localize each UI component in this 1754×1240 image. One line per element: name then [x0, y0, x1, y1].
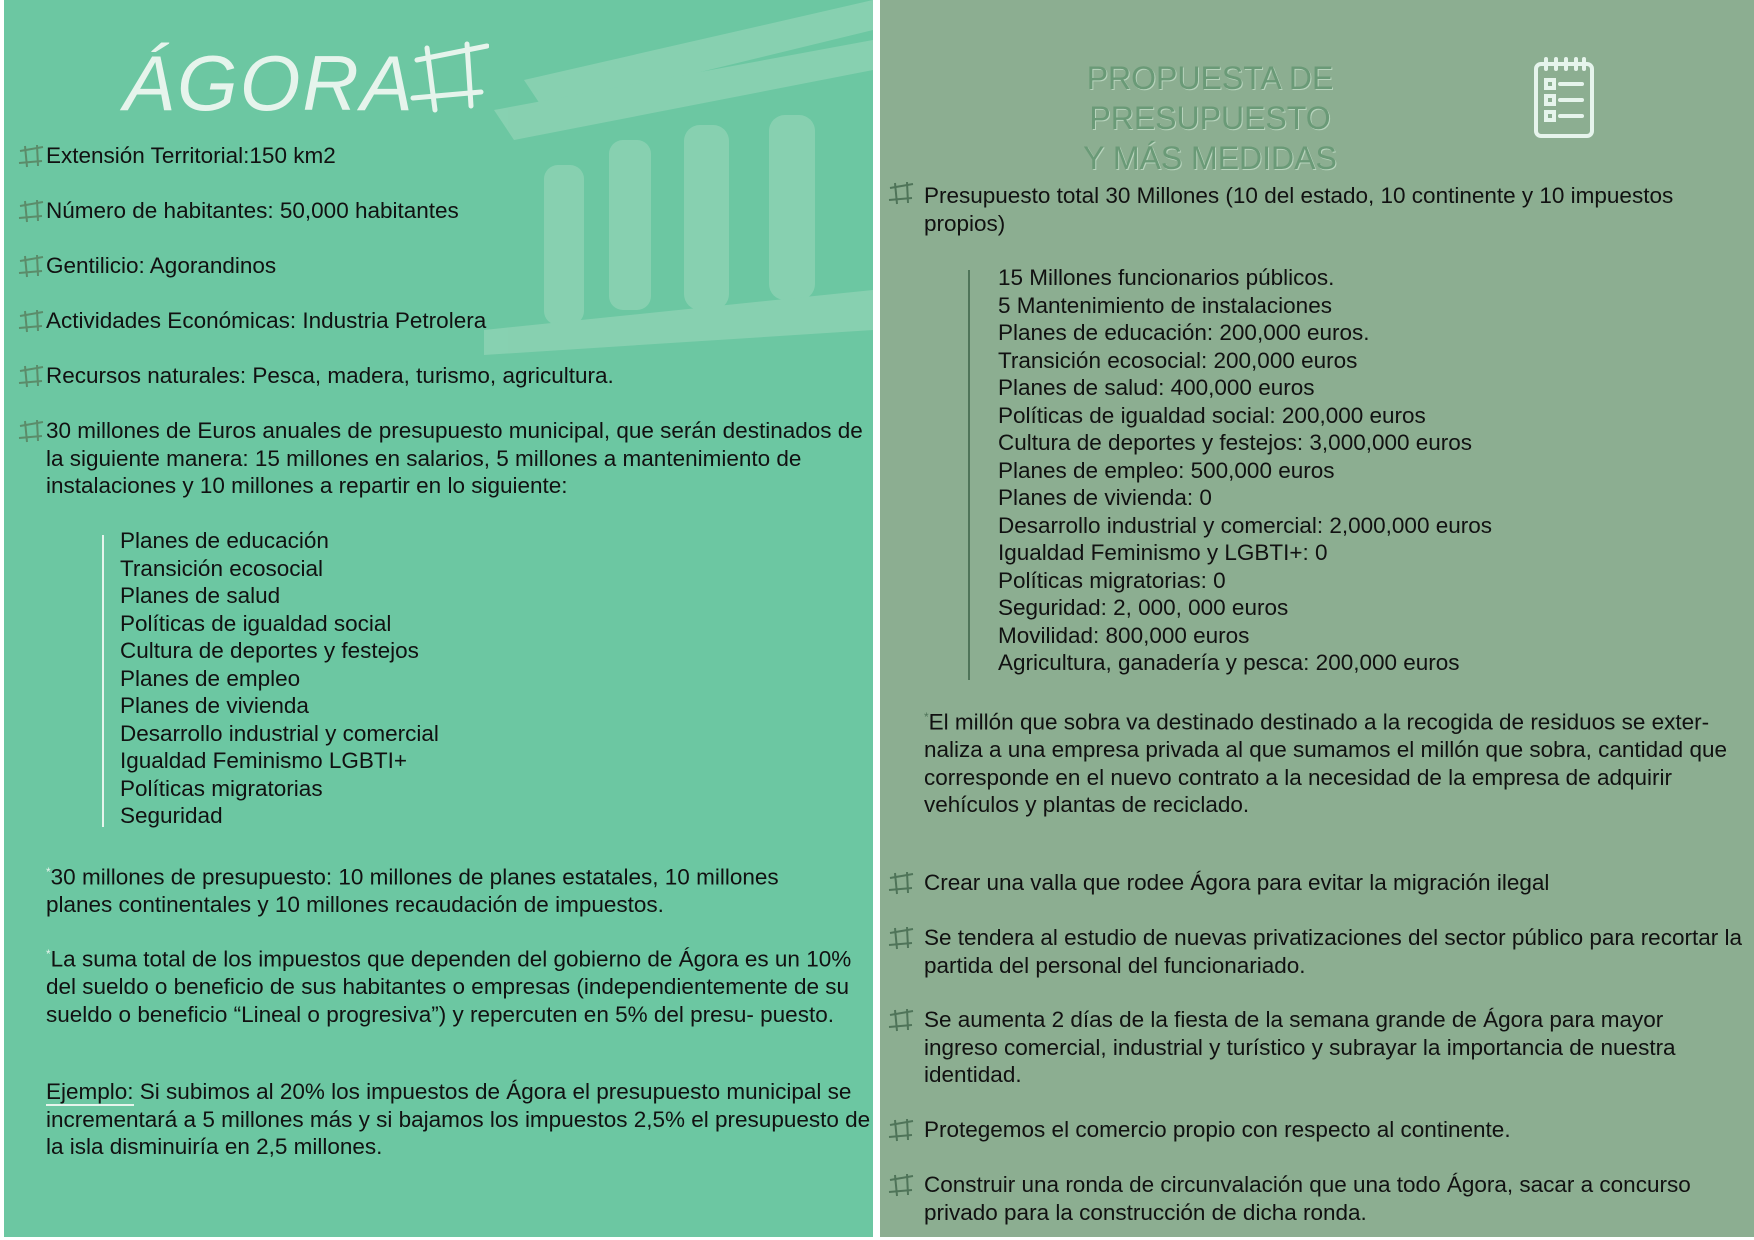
allocation-item: Transición ecosocial: 200,000 euros — [998, 347, 1358, 373]
note-asterisk: * — [46, 947, 51, 961]
allocations-divider — [968, 270, 970, 680]
frame-bullet-icon — [888, 181, 914, 205]
example-label: Ejemplo: — [46, 1079, 134, 1104]
plan-item: Políticas migratorias — [120, 775, 323, 801]
note-budget-sources — [46, 859, 846, 919]
frame-bullet-icon — [18, 254, 44, 278]
allocation-item: Políticas de igualdad social: 200,000 euros — [998, 402, 1426, 428]
frame-bullet-icon — [18, 309, 44, 333]
allocation-item: 5 Mantenimiento de instalaciones — [998, 292, 1332, 318]
frame-logo-icon — [409, 40, 489, 116]
note-leftover-million — [924, 704, 1750, 819]
plan-item: Planes de educación — [120, 528, 329, 553]
note-text: El millón que sobra va destinado destinado a la recogida de residuos se exter- naliza a una empresa privada al que sumamos el millón que sobra, cantidad que corresponde en el nuevo contrato a la necesidad de la empresa de adquirir vehículos y plantas de reciclado. — [924, 709, 1727, 817]
measure-item: Crear una valla que rodee Ágora para evitar la migración ilegal — [924, 870, 1550, 895]
plan-item: Planes de vivienda — [120, 693, 309, 718]
allocation-item: Desarrollo industrial y comercial: 2,000,000 euros — [998, 512, 1492, 538]
frame-bullet-icon — [18, 144, 44, 168]
example-block — [46, 1078, 872, 1161]
section-title-line1: PROPUESTA DE PRESUPUESTO — [1086, 60, 1334, 136]
allocation-item: Planes de vivienda: 0 — [998, 485, 1212, 510]
fact-economy: Actividades Económicas: Industria Petrolera — [46, 308, 487, 333]
allocation-item: Planes de salud: 400,000 euros — [998, 375, 1315, 400]
example-text: Si subimos al 20% los impuestos de Ágora el presupuesto municipal se incrementará a 5 millones más y si bajamos los impuestos 2,5% el presupuesto de la isla disminuiría en 2,5 millones. — [46, 1079, 871, 1159]
plan-item: Planes de empleo — [120, 665, 301, 691]
measure-item: Protegemos el comercio propio con respecto al continente. — [924, 1117, 1511, 1142]
ruins-illustration — [484, 0, 873, 360]
frame-bullet-icon — [888, 926, 914, 950]
plans-list — [120, 527, 439, 830]
plan-item: Planes de salud — [120, 583, 281, 608]
section-title — [980, 58, 1440, 178]
frame-bullet-icon — [18, 364, 44, 388]
frame-bullet-icon — [888, 1008, 914, 1032]
fact-resources: Recursos naturales: Pesca, madera, turismo, agricultura. — [46, 363, 614, 388]
section-title-line2: Y MÁS MEDIDAS — [1083, 140, 1337, 176]
measure-item: Se aumenta 2 días de la fiesta de la semana grande de Ágora para mayor ingreso comercial, industrial y turístico y subrayar la importancia de nuestra identidad. — [924, 1007, 1676, 1087]
allocation-item: Planes de educación: 200,000 euros. — [998, 320, 1370, 345]
budget-intro: 30 millones de Euros anuales de presupuesto municipal, que serán destinados de la siguiente manera: 15 millones en salarios, 5 millones a mantenimiento de instalaciones y 10 millones a repartir en lo siguiente: — [46, 418, 863, 498]
allocation-item: Cultura de deportes y festejos: 3,000,000 euros — [998, 430, 1473, 455]
note-asterisk: * — [924, 710, 929, 724]
plan-item: Transición ecosocial — [120, 555, 324, 581]
allocation-item: Agricultura, ganadería y pesca: 200,000 euros — [998, 650, 1460, 675]
allocation-item: Igualdad Feminismo y LGBTI+: 0 — [998, 540, 1328, 565]
allocation-item: Planes de empleo: 500,000 euros — [998, 457, 1335, 483]
plan-item: Igualdad Feminismo LGBTI+ — [120, 748, 408, 773]
allocation-item: Seguridad: 2, 000, 000 euros — [998, 595, 1289, 620]
plan-item: Políticas de igualdad social — [120, 610, 392, 636]
frame-bullet-icon — [888, 1118, 914, 1142]
allocation-item: Políticas migratorias: 0 — [998, 567, 1226, 593]
measure-item: Se tendera al estudio de nuevas privatizaciones del sector público para recortar la partida del personal del funcionariado. — [924, 925, 1742, 978]
note-taxes — [46, 941, 866, 1028]
allocation-item: Movilidad: 800,000 euros — [998, 622, 1250, 648]
fact-inhabitants: Número de habitantes: 50,000 habitantes — [46, 198, 459, 223]
fact-territory: Extensión Territorial:150 km2 — [46, 143, 336, 168]
note-text: La suma total de los impuestos que dependen del gobierno de Ágora es un 10% del sueldo o beneficio de sus habitantes o empresas (independientemente de su sueldo o beneficio “Lineal o progresiva”) y repercuten en 5% del presu- puesto. — [46, 946, 852, 1027]
plan-item: Seguridad — [120, 803, 223, 828]
notepad-checklist-icon — [1532, 56, 1596, 140]
fact-demonym: Gentilicio: Agorandinos — [46, 253, 277, 278]
measure-item: Construir una ronda de circunvalación que una todo Ágora, sacar a concurso privado para la construcción de dicha ronda. — [924, 1172, 1691, 1225]
allocation-item: 15 Millones funcionarios públicos. — [998, 265, 1335, 290]
right-panel — [880, 0, 1754, 1237]
frame-bullet-icon — [888, 1173, 914, 1197]
frame-bullet-icon — [18, 199, 44, 223]
left-panel — [4, 0, 873, 1237]
plans-divider — [102, 535, 104, 827]
total-budget: Presupuesto total 30 Millones (10 del estado, 10 continente y 10 impuestos propios) — [924, 183, 1674, 236]
plan-item: Desarrollo industrial y comercial — [120, 720, 439, 746]
allocations-list — [998, 264, 1492, 677]
plan-item: Cultura de deportes y festejos — [120, 638, 419, 663]
note-asterisk: * — [46, 865, 51, 879]
brand-title: ÁGORA — [123, 39, 415, 127]
frame-bullet-icon — [18, 419, 44, 443]
note-text: 30 millones de presupuesto: 10 millones de planes estatales, 10 millones planes continentales y 10 millones recaudación de impuestos. — [46, 864, 779, 917]
frame-bullet-icon — [888, 871, 914, 895]
